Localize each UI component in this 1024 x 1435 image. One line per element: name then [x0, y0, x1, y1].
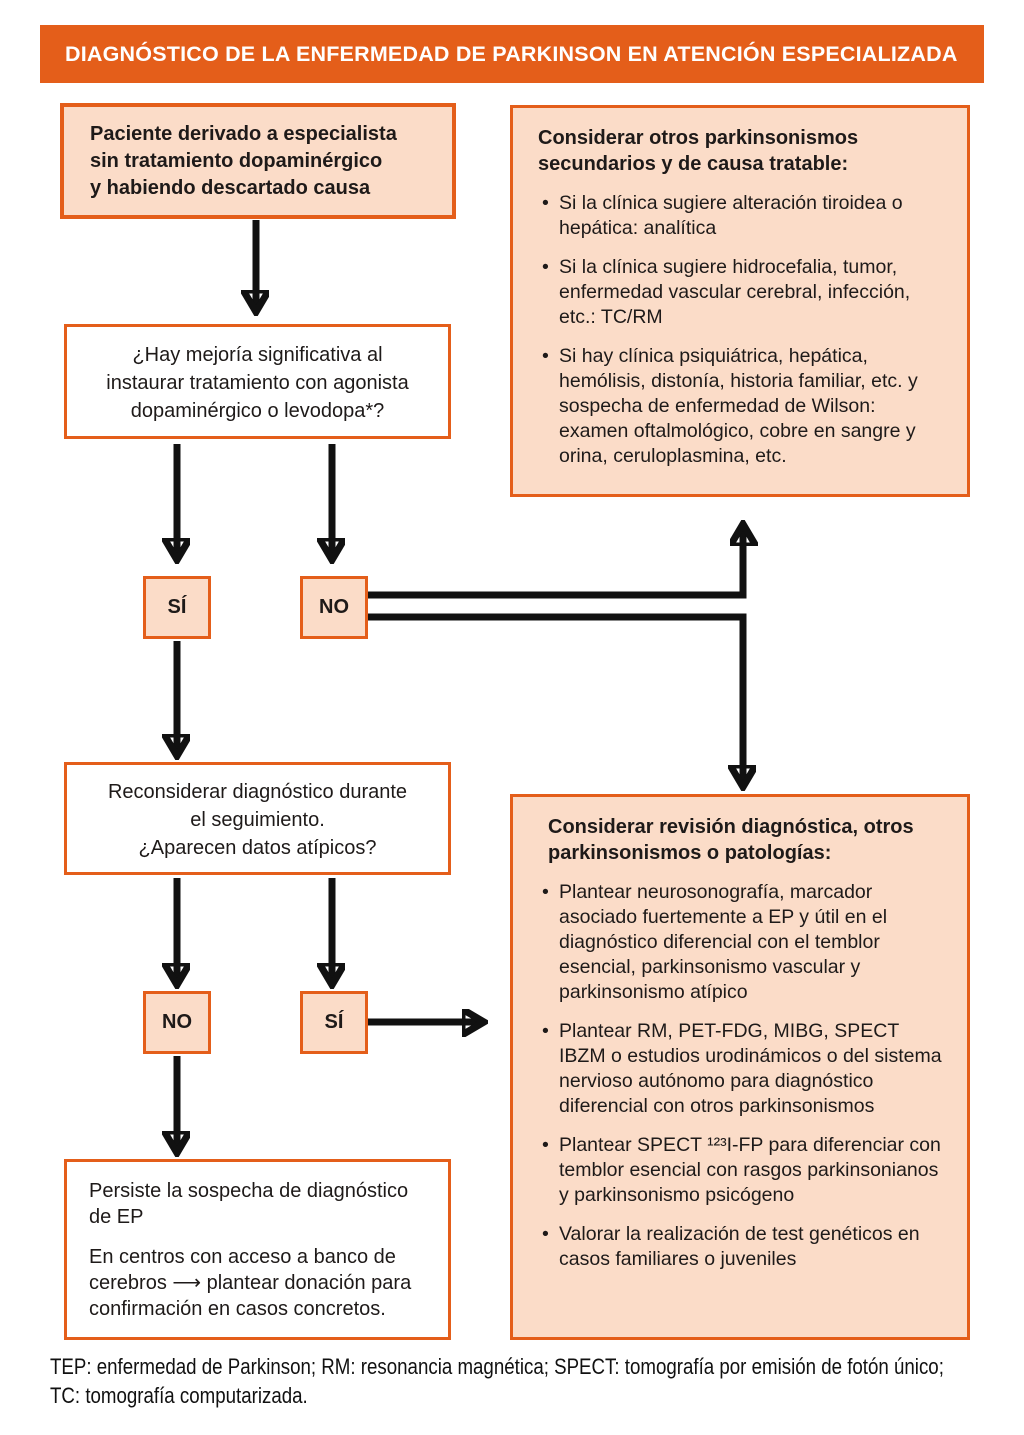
secondary-box-list: [538, 191, 949, 469]
reconsider-line: ¿Aparecen datos atípicos?: [138, 837, 377, 859]
persist-suspicion-box: [64, 1159, 451, 1340]
patient-box-line: Paciente derivado a especialista: [90, 123, 397, 145]
bullet-item: • Plantear SPECT ¹²³I-FP para diferenciar con temblor esencial con rasgos parkinsonianos y parkinsonismo psicógeno: [538, 1133, 949, 1208]
secondary-parkinsonisms-box: [510, 105, 970, 497]
bullet-item: • Plantear neurosonografía, marcador asociado fuertemente a EP y útil en el diagnóstico diferencial con el temblor esencial, parkinsonismo vascular y parkinsonismo atípico: [538, 880, 949, 1005]
revision-box-title: Considerar revisión diagnóstica, otros parkinsonismos o patologías:: [548, 816, 914, 864]
yes-label: SÍ: [324, 1011, 344, 1033]
improvement-question-box: [64, 324, 451, 439]
footnote-line-1: TEP: enfermedad de Parkinson; RM: resonancia magnética; SPECT: tomografía por emisión de fotón único;: [50, 1354, 944, 1379]
persist-paragraph-2: En centros con acceso a banco de cerebros ⟶ plantear donación para confirmación en casos concretos.: [89, 1246, 412, 1320]
no-label: NO: [319, 596, 349, 618]
bullet-item: • Si hay clínica psiquiátrica, hepática, hemólisis, distonía, historia familiar, etc. y sospecha de enfermedad de Wilson: examen oftalmológico, cobre en sangre y orina, ceruloplasmina, etc.: [538, 344, 949, 469]
title-banner: [40, 25, 984, 83]
page-title: DIAGNÓSTICO DE LA ENFERMEDAD DE PARKINSON EN ATENCIÓN ESPECIALIZADA: [65, 41, 958, 66]
revision-box-list: [538, 880, 949, 1272]
yes-box-1: [143, 576, 211, 639]
abbreviations-footnote: [50, 1352, 1010, 1410]
footnote-line-2: TC: tomografía computarizada.: [50, 1383, 308, 1408]
diagnostic-revision-box: [510, 794, 970, 1340]
no-label: NO: [162, 1011, 192, 1033]
yes-box-2: [300, 991, 368, 1054]
secondary-box-title: Considerar otros parkinsonismos secundarios y de causa tratable:: [538, 127, 859, 175]
arrow-no1-to-revision-box: [366, 617, 743, 785]
bullet-item: • Si la clínica sugiere hidrocefalia, tumor, enfermedad vascular cerebral, infección, etc.: TC/RM: [538, 255, 949, 330]
patient-box-line: y habiendo descartado causa: [90, 177, 371, 199]
bullet-item: • Valorar la realización de test genéticos en casos familiares o juveniles: [538, 1222, 949, 1272]
no-box-2: [143, 991, 211, 1054]
arrow-no1-to-secondary-box: [366, 526, 743, 595]
question-line: instaurar tratamiento con agonista: [106, 372, 409, 394]
bullet-item: • Plantear RM, PET-FDG, MIBG, SPECT IBZM o estudios urodinámicos o del sistema nervioso autónomo para diagnóstico diferencial con otros parkinsonismos: [538, 1019, 949, 1119]
bullet-item: • Si la clínica sugiere alteración tiroidea o hepática: analítica: [538, 191, 949, 241]
reconsider-line: el seguimiento.: [190, 809, 325, 831]
persist-paragraph-1: Persiste la sospecha de diagnóstico de EP: [89, 1180, 409, 1228]
patient-box-line: sin tratamiento dopaminérgico: [90, 150, 383, 172]
question-line: ¿Hay mejoría significativa al: [132, 344, 383, 366]
patient-referral-box: [60, 103, 456, 219]
reconsider-diagnosis-box: [64, 762, 451, 875]
question-line: dopaminérgico o levodopa*?: [130, 400, 385, 422]
no-box-1: [300, 576, 368, 639]
reconsider-line: Reconsiderar diagnóstico durante: [107, 781, 408, 803]
yes-label: SÍ: [167, 596, 187, 618]
